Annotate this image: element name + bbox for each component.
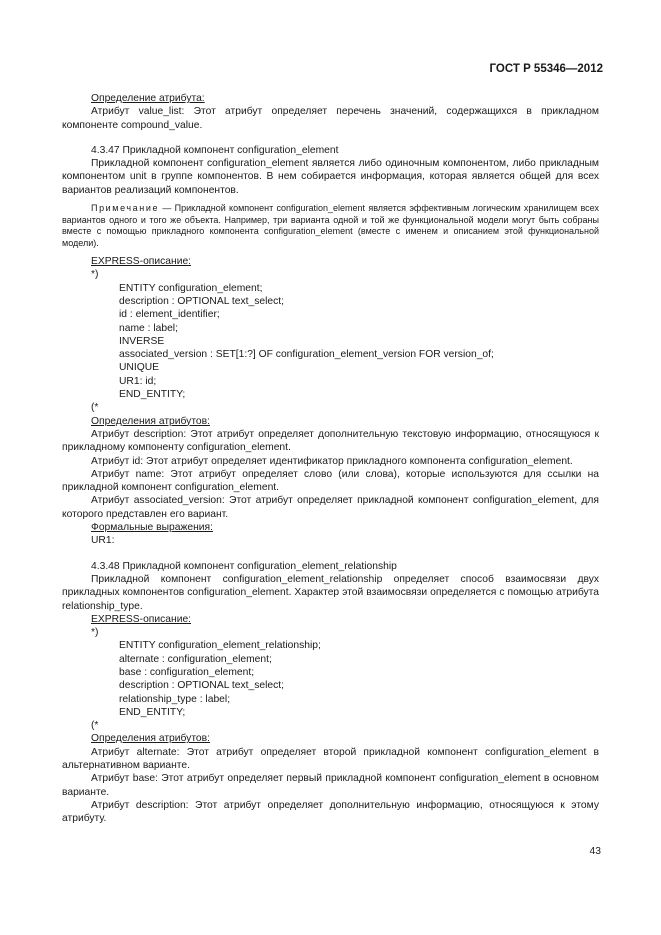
express-close-marker: (* [91,720,99,732]
code-line: INVERSE [119,335,165,347]
express-code-block [119,282,599,402]
code-line: ENTITY configuration_element_relationship; [119,640,321,652]
page-number: 43 [589,846,601,857]
formal-expressions-label: Формальные выражения: [91,522,213,534]
attribute-id-def: Атрибут id: Этот атрибут определяет идентификатор прикладного компонента configuration_element. [91,455,573,467]
code-line: relationship_type : label; [119,693,231,705]
code-line: alternate : configuration_element; [119,653,272,665]
section-4-3-47-heading: 4.3.47 Прикладной компонент configuration_element [91,144,339,156]
code-line: name : label; [119,322,178,334]
express-description-label: EXPRESS-описание: [91,256,192,268]
attribute-alternate-def: Атрибут alternate: Этот атрибут определяет второй прикладной компонент configuration_element в альтернативном варианте. [62,746,599,772]
code-line: base : configuration_element; [119,666,255,678]
standard-header: ГОСТ Р 55346—2012 [489,63,603,75]
code-line: associated_version : SET[1:?] OF configuration_element_version FOR version_of; [119,349,494,361]
attribute-associated-version-def: Атрибут associated_version: Этот атрибут определяет прикладной компонент configuration_element, для которого представлен его вариант. [62,495,599,520]
attribute-description-def: Атрибут description: Этот атрибут определяет дополнительную текстовую информацию, относящуюся к прикладному компоненту configuration_element. [62,428,599,454]
express-description-label: EXPRESS-описание: [91,613,192,625]
code-line: UR1: id; [119,375,157,387]
note-label: Примечание [91,203,160,214]
formal-expression-ur1: UR1: [91,535,115,547]
note-paragraph [62,203,599,249]
express-code-block [119,639,599,719]
express-open-marker: *) [91,269,99,281]
section-4-3-47-intro: Прикладной компонент configuration_element является либо одиночным компонентом, либо прикладным компонентом unit в группе компонентов. В нем собирается информация, которая является общей для всех вариантов реализаций компонентов. [62,158,599,196]
attribute-base-def: Атрибут base: Этот атрибут определяет первый прикладной компонент configuration_element в основном варианте. [62,773,599,798]
attribute-description-def: Атрибут description: Этот атрибут определяет дополнительную информацию, относящуюся к этому атрибуту. [62,799,599,825]
code-line: UNIQUE [119,362,160,374]
code-line: id : element_identifier; [119,309,220,321]
value-list-definition: Атрибут value_list: Этот атрибут определяет перечень значений, содержащихся в прикладном компоненте compound_value. [62,106,599,131]
attribute-definitions-label: Определения атрибутов: [91,415,210,427]
express-open-marker: *) [91,627,99,639]
attribute-definition-label: Определение атрибута: [91,93,205,104]
attribute-name-def: Атрибут name: Этот атрибут определяет слово (или слова), которые используются для ссылки на прикладной компонент configuration_element. [62,468,599,494]
code-line: ENTITY configuration_element; [119,282,263,294]
code-line: END_ENTITY; [119,389,186,401]
code-line: END_ENTITY; [119,706,186,718]
code-line: description : OPTIONAL text_select; [119,295,285,307]
section-4-3-48-heading: 4.3.48 Прикладной компонент configuration_element_relationship [91,560,397,572]
section-4-3-48-intro: Прикладной компонент configuration_element_relationship определяет способ взаимосвязи двух прикладных компонентов configuration_element. Характер этой взаимосвязи определяется с помощью атрибута relationship_type. [62,573,599,612]
note-text: — Прикладной компонент configuration_element является эффективным логическим хранилищем всех вариантов одного и того же объекта. Например, три варианта одной и той же функциональной модели могут быть собраны вместе с помощью прикладного компонента configuration_element (вместе с именем и описанием этой функциональной модели). [62,203,599,248]
attribute-definitions-label: Определения атрибутов: [91,733,210,745]
code-line: description : OPTIONAL text_select; [119,680,285,692]
express-close-marker: (* [91,402,99,414]
page-content [62,92,599,826]
